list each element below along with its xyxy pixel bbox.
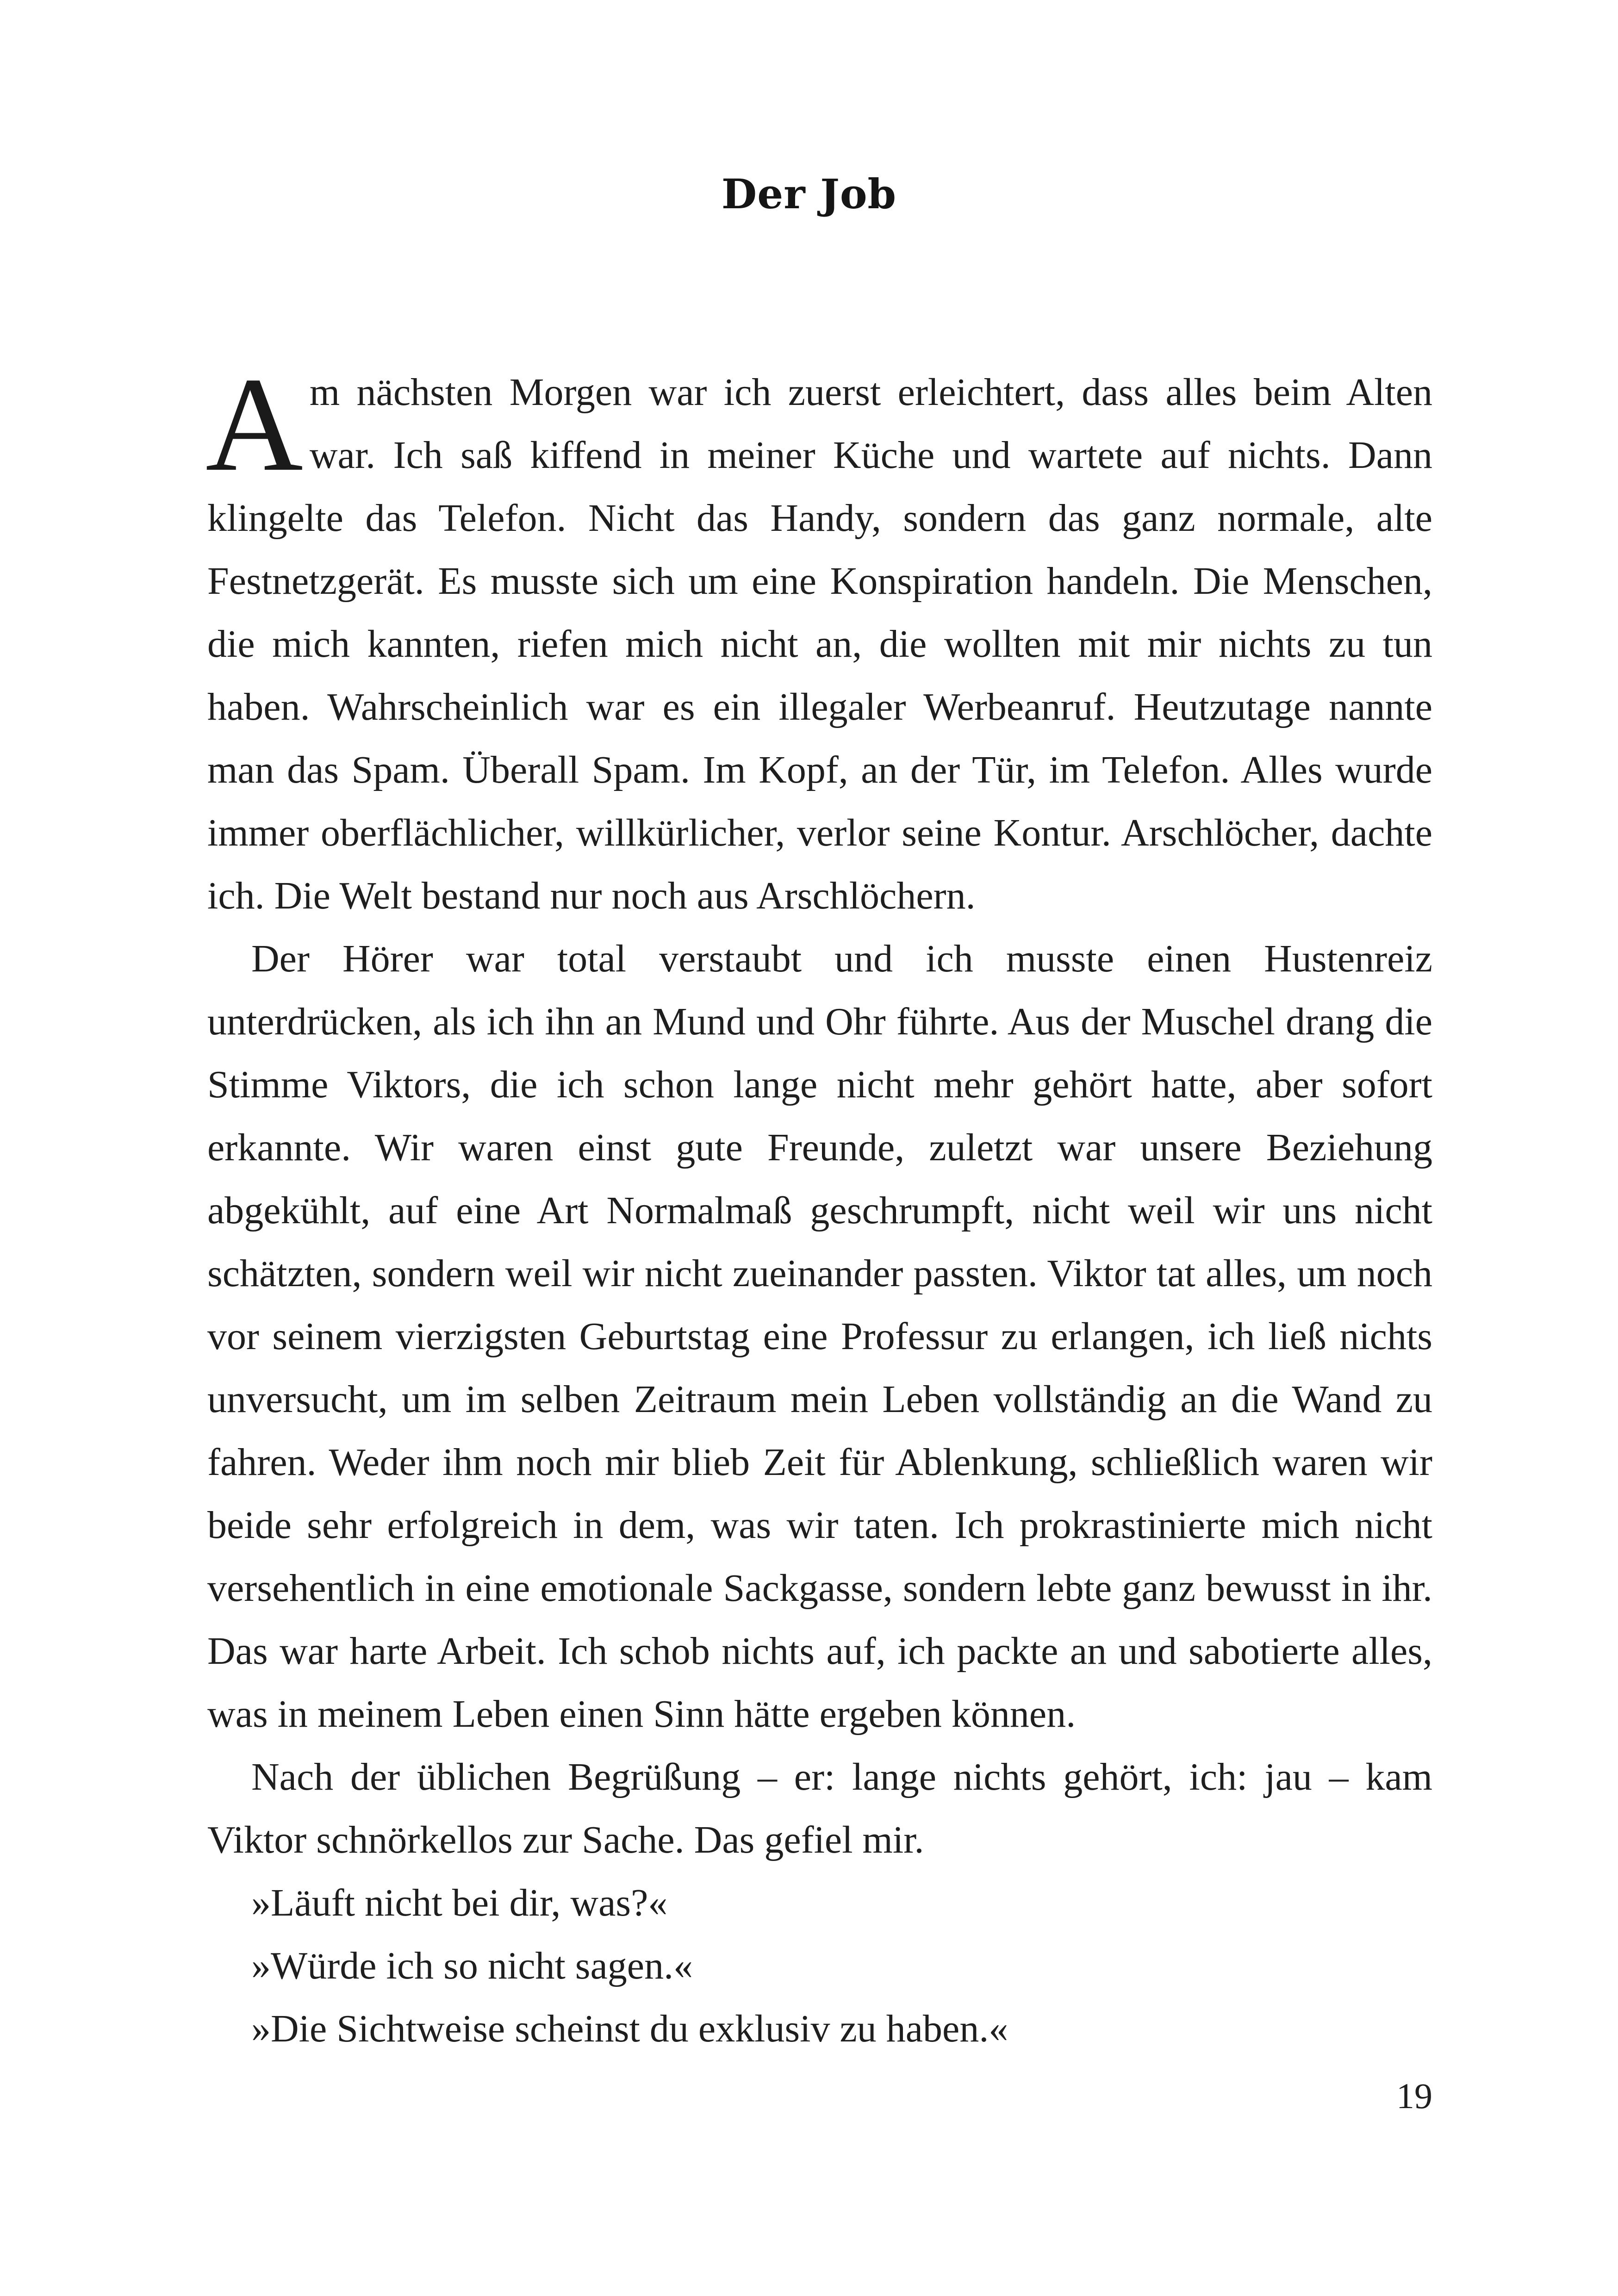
paragraph-text: m nächsten Morgen war ich zuerst erleichtert, dass alles beim Alten war. Ich saß kiffend in meiner Küche und wartete auf nichts. Dann klingelte das Telefon. Nicht das Handy, sondern das ganz normale, alte Festnetzgerät. Es musste sich um eine Konspiration handeln. Die Menschen, die mich kannten, riefen mich nicht an, die wollten mit mir nichts zu tun haben. Wahrscheinlich war es ein illegaler Werbeanruf. Heutzutage nannte man das Spam. Überall Spam. Im Kopf, an der Tür, im Telefon. Alles wurde immer oberflächlicher, willkürlicher, verlor seine Kontur. Arschlöcher, dachte ich. Die Welt bestand nur noch aus Arschlöchern. [207,371,1432,917]
paragraph: Der Hörer war total verstaubt und ich musste einen Hustenreiz unterdrücken, als ich ihn an Mund und Ohr führte. Aus der Muschel drang die Stimme Viktors, die ich schon lange nicht mehr gehört hatte, aber sofort erkannte. Wir waren einst gute Freunde, zuletzt war unsere Beziehung abgekühlt, auf eine Art Normalmaß geschrumpft, nicht weil wir uns nicht schätzten, sondern weil wir nicht zueinander passten. Viktor tat alles, um noch vor seinem vierzigsten Geburtstag eine Professur zu erlangen, ich ließ nichts unversucht, um im selben Zeitraum mein Leben vollständig an die Wand zu fahren. Weder ihm noch mir blieb Zeit für Ablenkung, schließlich waren wir beide sehr erfolgreich in dem, was wir taten. Ich prokrastinierte mich nicht versehentlich in eine emotionale Sackgasse, sondern lebte ganz bewusst in ihr. Das war harte Arbeit. Ich schob nichts auf, ich packte an und sabotierte alles, was in meinem Leben einen Sinn hätte ergeben können. [207,937,1432,1736]
chapter-title: Der Job [721,170,897,218]
dialogue-line: »Die Sichtweise scheinst du exklusiv zu haben.« [251,2007,1008,2050]
page-number: 19 [1396,2076,1432,2116]
drop-cap: A [205,350,303,499]
paragraph: Nach der üblichen Begrüßung – er: lange nichts gehört, ich: jau – kam Viktor schnörkellos zur Sache. Das gefiel mir. [207,1755,1432,1861]
body-text [205,350,1432,2060]
dialogue-line: »Läuft nicht bei dir, was?« [251,1881,668,1924]
dialogue-line: »Würde ich so nicht sagen.« [251,1944,693,1987]
paragraph-opening [205,350,1432,927]
